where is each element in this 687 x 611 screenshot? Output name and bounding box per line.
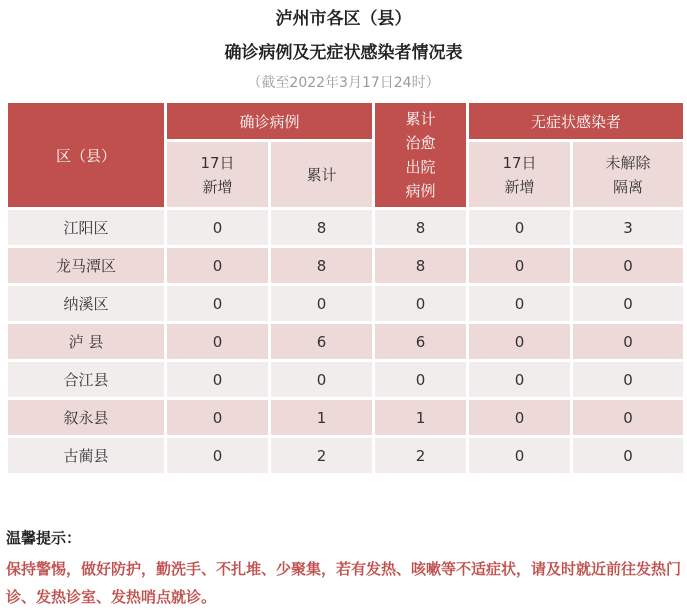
table-row [7,247,685,285]
cured-cell: 0 [374,285,468,323]
table-row [7,399,685,437]
tips-title: 温馨提示： [6,529,82,547]
cured-cell: 2 [374,437,468,475]
confirmed-total-cell: 8 [270,247,374,285]
cutoff-date: （截至2022年3月17日24时） [247,75,440,91]
cured-cell: 8 [374,247,468,285]
cured-header [374,102,468,209]
district-cell: 泸 县 [7,323,166,361]
district-cell: 龙马潭区 [7,247,166,285]
confirmed-new-cell: 0 [166,399,270,437]
table-row [7,209,685,247]
confirmed-new-cell: 0 [166,323,270,361]
asymptomatic-group-header: 无症状感染者 [468,102,685,141]
cured-cell: 8 [374,209,468,247]
asym-isolated-text: 未解除 隔离 [605,153,651,196]
cured-cell: 6 [374,323,468,361]
page-title-line1: 泸州市各区（县） [275,9,412,29]
confirmed-total-cell: 2 [270,437,374,475]
page-title-line2: 确诊病例及无症状感染者情况表 [224,43,463,63]
confirmed-new-cell: 0 [166,285,270,323]
district-cell: 古蔺县 [7,437,166,475]
table-row [7,323,685,361]
confirmed-total-header: 累计 [270,141,374,209]
confirmed-new-cell: 0 [166,361,270,399]
district-cell: 叙永县 [7,399,166,437]
cured-cell: 0 [374,361,468,399]
asym-isolated-header [572,141,685,209]
asym-new-cell: 0 [468,323,572,361]
cured-header-text: 累计 治愈 出院 病例 [405,110,436,200]
asym-isolated-cell: 0 [572,399,685,437]
confirmed-new-text: 17日 新增 [200,153,235,196]
confirmed-group-header: 确诊病例 [166,102,374,141]
district-cell: 纳溪区 [7,285,166,323]
confirmed-total-cell: 1 [270,399,374,437]
district-header: 区（县） [7,102,166,209]
asym-isolated-cell: 3 [572,209,685,247]
asym-new-header [468,141,572,209]
asym-isolated-cell: 0 [572,285,685,323]
case-stats-table [5,100,686,476]
confirmed-new-header [166,141,270,209]
asym-new-cell: 0 [468,361,572,399]
asym-new-cell: 0 [468,209,572,247]
asym-new-cell: 0 [468,247,572,285]
table-row [7,437,685,475]
confirmed-total-cell: 0 [270,361,374,399]
confirmed-new-cell: 0 [166,437,270,475]
cured-cell: 1 [374,399,468,437]
asym-new-cell: 0 [468,285,572,323]
district-cell: 江阳区 [7,209,166,247]
confirmed-total-cell: 8 [270,209,374,247]
asym-new-cell: 0 [468,437,572,475]
asym-isolated-cell: 0 [572,323,685,361]
table-row [7,361,685,399]
table-row [7,285,685,323]
confirmed-total-cell: 6 [270,323,374,361]
asym-isolated-cell: 0 [572,247,685,285]
confirmed-total-cell: 0 [270,285,374,323]
asym-isolated-cell: 0 [572,437,685,475]
asym-new-cell: 0 [468,399,572,437]
asym-new-text: 17日 新增 [502,153,537,196]
confirmed-new-cell: 0 [166,247,270,285]
confirmed-new-cell: 0 [166,209,270,247]
district-cell: 合江县 [7,361,166,399]
asym-isolated-cell: 0 [572,361,685,399]
tips-body: 保持警惕，做好防护，勤洗手、不扎堆、少聚集，若有发热、咳嗽等不适症状，请及时就近前往发热门诊、发热诊室、发热哨点就诊。 [6,560,682,606]
